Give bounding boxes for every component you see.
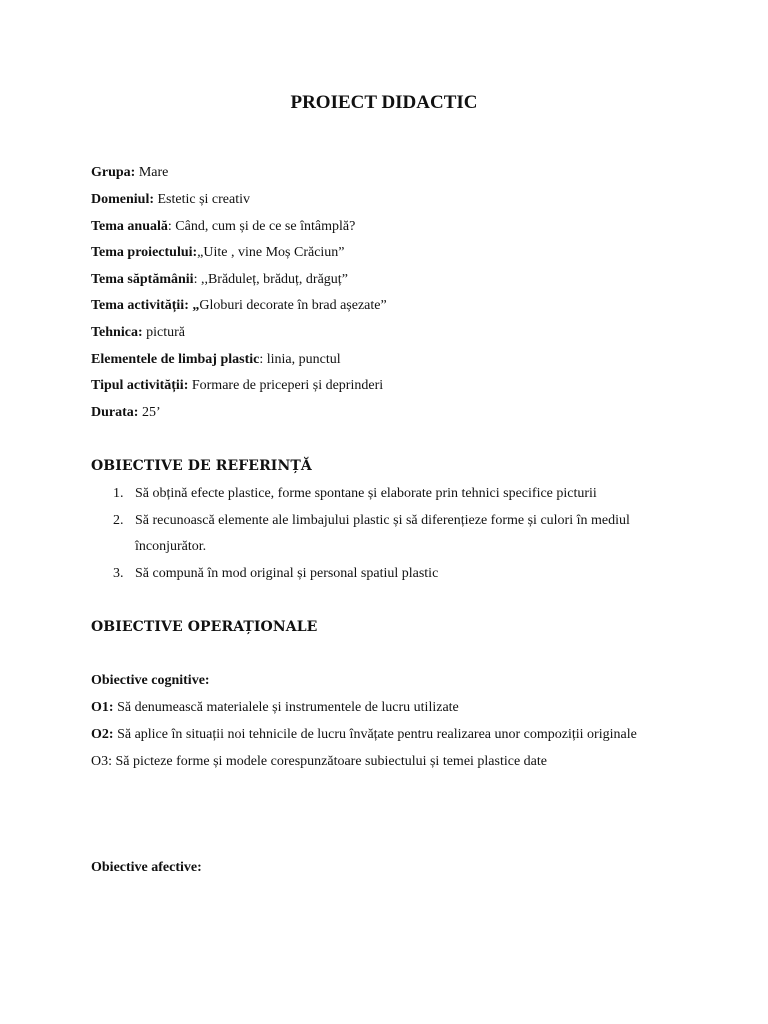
list-number: 1. [113, 486, 124, 501]
field-value: Mare [135, 165, 169, 180]
field-value: : ,,Brăduleț, brăduț, drăguț” [193, 272, 348, 287]
field-label: Domeniul: [91, 192, 154, 207]
field-grupa [91, 164, 168, 182]
objective-line [91, 753, 547, 771]
field-tehnica [91, 324, 185, 342]
list-text: Să compună în mod original și personal spatiul plastic [135, 566, 439, 581]
list-item-continuation: înconjurător. [135, 539, 207, 554]
objective-text: Să picteze forme și modele corespunzătoare subiectului și temei plastice date [112, 754, 547, 769]
field-label: Tema anuală [91, 219, 168, 234]
field-domeniul [91, 191, 250, 209]
field-label: Grupa: [91, 165, 136, 180]
objective-code: O2: [91, 727, 114, 742]
field-tema-anuala [91, 218, 355, 236]
field-label: Tema săptămânii [91, 272, 194, 287]
field-value: pictură [142, 325, 185, 340]
page-title: PROIECT DIDACTIC [290, 92, 478, 113]
field-tema-activitatii [91, 297, 387, 315]
field-label: Tema activității: „ [91, 298, 200, 313]
field-value: Estetic și creativ [154, 192, 251, 207]
objective-text: Să aplice în situații noi tehnicile de lucru învățate pentru realizarea unor compoziții originale [113, 727, 637, 742]
list-number: 2. [113, 513, 124, 528]
list-text: Să obțină efecte plastice, forme spontane și elaborate prin tehnici specifice picturii [135, 486, 597, 501]
field-label: Durata: [91, 405, 139, 420]
section-heading-referinta: OBIECTIVE DE REFERINȚĂ [91, 458, 312, 474]
field-durata [91, 404, 161, 422]
field-value: „Uite , vine Moș Crăciun” [197, 245, 345, 260]
list-number: 3. [113, 566, 124, 581]
field-value: Formare de priceperi și deprinderi [188, 378, 384, 393]
objective-line [91, 726, 637, 744]
subheading-afective: Obiective afective: [91, 860, 202, 875]
field-label: Elementele de limbaj plastic [91, 352, 260, 367]
section-heading-operationale: OBIECTIVE OPERAȚIONALE [91, 619, 318, 635]
objective-code: O3: [91, 754, 112, 769]
list-text: Să recunoască elemente ale limbajului plastic și să diferențieze forme și culori în mediul [135, 513, 630, 528]
field-tema-proiectului [91, 244, 345, 262]
field-label: Tipul activității: [91, 378, 189, 393]
field-value: 25’ [138, 405, 161, 420]
field-label: Tehnica: [91, 325, 143, 340]
field-value: : linia, punctul [259, 352, 341, 367]
objective-line [91, 699, 459, 717]
list-item [113, 485, 597, 503]
objective-text: Să denumească materialele și instrumentele de lucru utilizate [113, 700, 459, 715]
objective-code: O1: [91, 700, 114, 715]
field-label: Tema proiectului: [91, 245, 198, 260]
list-item [113, 565, 438, 583]
field-elementele [91, 351, 341, 369]
field-value: Globuri decorate în brad așezate” [199, 298, 387, 313]
field-value: : Când, cum și de ce se întâmplă? [167, 219, 356, 234]
list-item [113, 512, 630, 530]
subheading-cognitive: Obiective cognitive: [91, 673, 210, 688]
field-tipul [91, 377, 383, 395]
field-tema-saptamanii [91, 271, 348, 289]
